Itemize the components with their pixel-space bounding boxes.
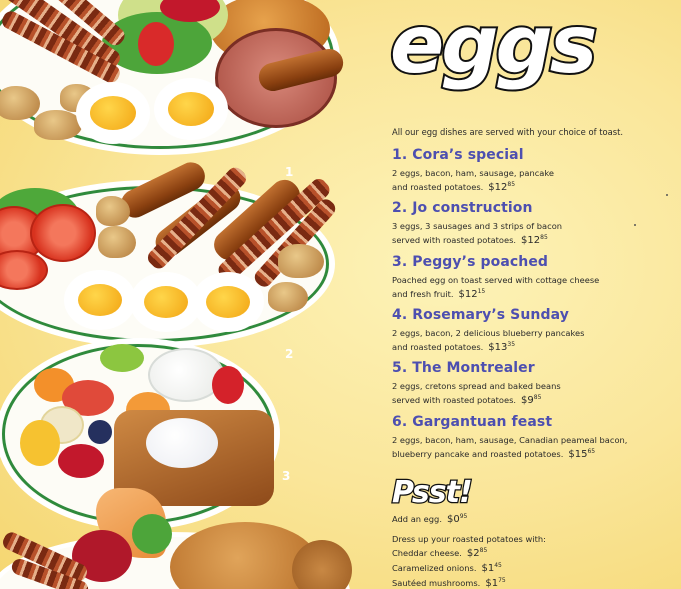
price-dollars: $12 — [521, 235, 541, 246]
speck — [634, 224, 636, 226]
price — [568, 449, 595, 460]
menu-item-title: 2. Jo construction — [392, 200, 533, 216]
price — [488, 342, 515, 353]
psst-heading — [390, 471, 480, 511]
price — [447, 514, 467, 525]
price — [467, 548, 487, 559]
dish-number-2: 2 — [285, 347, 294, 361]
extras-list — [392, 511, 672, 589]
topping-label: Caramelized onions. — [392, 563, 477, 573]
price — [521, 395, 541, 406]
description-line: 3 eggs, 3 sausages and 3 strips of bacon — [392, 221, 563, 231]
price-dollars: $2 — [466, 548, 480, 559]
menu-item-description — [392, 274, 677, 301]
dress-intro: Dress up your roasted potatoes with: — [392, 534, 546, 544]
menu-item-title: 5. The Montrealer — [392, 360, 535, 376]
topping-label: Cheddar cheese. — [392, 548, 462, 558]
description-line: and roasted potatoes. — [392, 182, 484, 192]
price-dollars: $12 — [458, 289, 478, 300]
price-dollars: $15 — [568, 449, 588, 460]
menu-item-description — [392, 327, 677, 354]
intro-text: All our egg dishes are served with your choice of toast. — [392, 127, 624, 137]
description-line: blueberry pancake and roasted potatoes. — [392, 449, 564, 459]
price-cents: 65 — [587, 448, 596, 455]
description-line: 2 eggs, bacon, 2 delicious blueberry pancakes — [392, 328, 585, 338]
price-cents: 75 — [498, 577, 506, 584]
price — [521, 235, 548, 246]
menu-item-4 — [392, 307, 677, 354]
description-line: served with roasted potatoes. — [392, 235, 517, 245]
menu-item-title: 3. Peggy’s poached — [392, 254, 549, 270]
description-line: and roasted potatoes. — [392, 342, 484, 352]
menu-item-title: 4. Rosemary’s Sunday — [392, 307, 569, 323]
price-cents: 15 — [477, 288, 486, 295]
psst-heading-text: Psst! — [392, 475, 472, 510]
page-title — [388, 2, 598, 112]
menu-item-6 — [392, 414, 677, 461]
menu-item-description — [392, 434, 677, 461]
price-cents: 45 — [494, 562, 502, 569]
price-cents: 85 — [507, 181, 516, 188]
description-line: Poached egg on toast served with cottage cheese — [392, 275, 600, 285]
description-line: 2 eggs, bacon, ham, sausage, pancake — [392, 168, 554, 178]
add-egg-row — [392, 511, 672, 526]
price — [459, 289, 486, 300]
speck — [666, 194, 668, 196]
price-dollars: $0 — [446, 514, 460, 525]
topping-label: Sautéed mushrooms. — [392, 578, 481, 588]
price-dollars: $12 — [488, 182, 508, 193]
price-cents: 35 — [507, 341, 516, 348]
price-dollars: $1 — [485, 578, 499, 589]
description-line: 2 eggs, cretons spread and baked beans — [392, 381, 561, 391]
description-line: and fresh fruit. — [392, 289, 454, 299]
add-egg-label: Add an egg. — [392, 514, 442, 524]
topping-row — [392, 545, 672, 560]
price-cents: 85 — [540, 234, 548, 241]
menu-item-5 — [392, 360, 677, 407]
description-line: 2 eggs, bacon, ham, sausage, Canadian peameal bacon, — [392, 435, 628, 445]
menu-item-description — [392, 167, 677, 194]
topping-row — [392, 560, 672, 575]
menu-item-1 — [392, 147, 677, 194]
price — [485, 578, 505, 589]
price — [481, 563, 501, 574]
menu-item-3 — [392, 254, 677, 301]
menu-item-title: 6. Gargantuan feast — [392, 414, 553, 430]
price — [488, 182, 515, 193]
price-dollars: $1 — [481, 563, 495, 574]
price-dollars: $13 — [488, 342, 508, 353]
menu-item-title: 1. Cora’s special — [392, 147, 524, 163]
price-cents: 85 — [479, 547, 488, 554]
page-title-text: eggs — [390, 2, 595, 91]
description-line: served with roasted potatoes. — [392, 395, 517, 405]
dish-number-1: 1 — [285, 165, 294, 179]
price-cents: 85 — [533, 394, 542, 401]
dish-number-3: 3 — [282, 469, 291, 483]
menu-item-description — [392, 380, 677, 407]
topping-row — [392, 575, 672, 589]
price-cents: 95 — [459, 513, 468, 520]
price-dollars: $9 — [521, 395, 534, 406]
